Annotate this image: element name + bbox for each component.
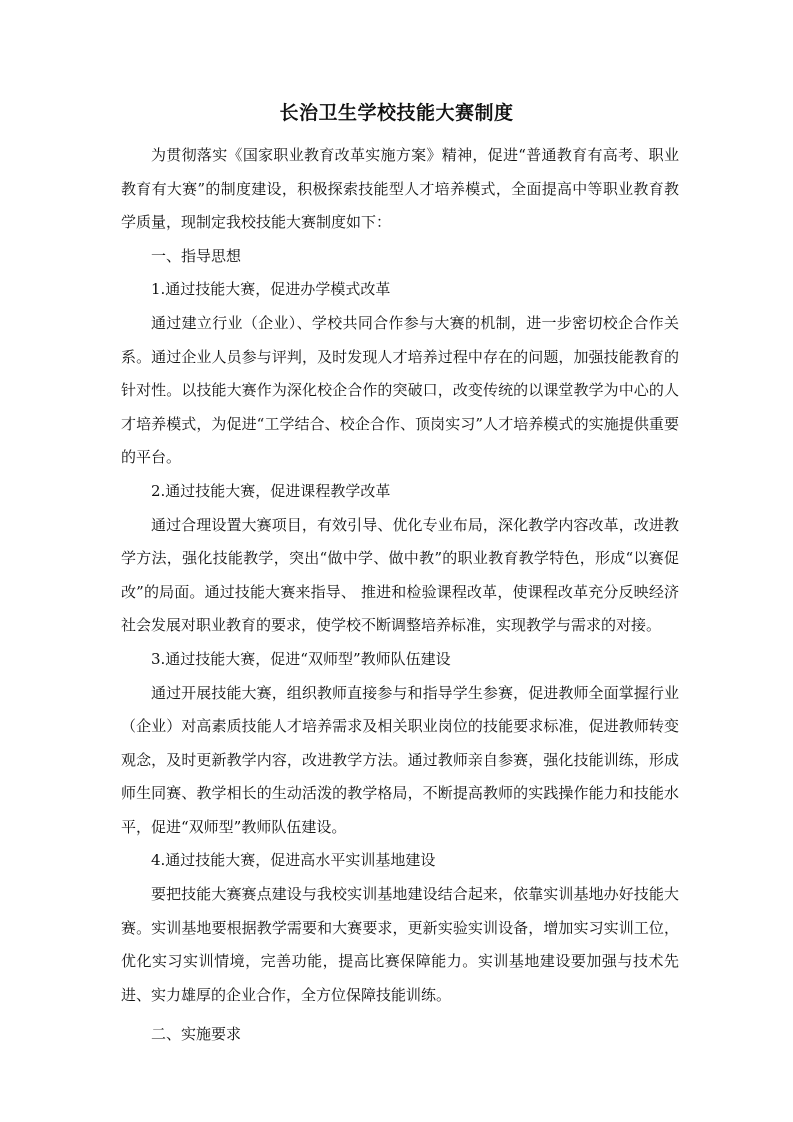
body-paragraph-2: 通过合理设置大赛项目，有效引导、优化专业布局，深化教学内容改革，改进教学方法，强化技能教学，突出“做中学、做中教”的职业教育教学特色，形成“以赛促改”的局面。通过技能大赛来指导、 推进和检验课程改革，使课程改革充分反映经济社会发展对职业教育的要求，使学校不断调整培养标准，实现教学与需求的对接。 [121,515,679,635]
body-paragraph-4: 要把技能大赛赛点建设与我校实训基地建设结合起来，依靠实训基地办好技能大赛。实训基地要根据教学需要和大赛要求，更新实验实训设备，增加实习实训工位，优化实习实训情境，完善功能，提高比赛保障能力。实训基地建设要加强与技术先进、实力雄厚的企业合作，全方位保障技能训练。 [121,885,679,1004]
subsection-heading-4: 4.通过技能大赛，促进高水平实训基地建设 [151,851,436,870]
body-paragraph-3: 通过开展技能大赛，组织教师直接参与和指导学生参赛，促进教师全面掌握行业（企业）对高素质技能人才培养需求及相关职业岗位的技能要求标准，促进教师转变观念，及时更新教学内容，改进教学方法。通过教师亲自参赛，强化技能训练，形成师生同赛、教学相长的生动活泼的教学格局，不断提高教师的实践操作能力和技能水平，促进“双师型”教师队伍建设。 [121,683,679,836]
document-title: 长治卫生学校技能大赛制度 [279,102,514,124]
subsection-heading-2: 2.通过技能大赛，促进课程教学改革 [151,481,391,500]
body-paragraph-1: 通过建立行业（企业）、学校共同合作参与大赛的机制，进一步密切校企合作关系。通过企业人员参与评判，及时发现人才培养过程中存在的问题，加强技能教育的针对性。以技能大赛作为深化校企合作的突破口，改变传统的以课堂教学为中心的人才培养模式，为促进“工学结合、校企合作、顶岗实习”人才培养模式的实施提供重要的平台。 [121,313,679,467]
subsection-heading-1: 1.通过技能大赛，促进办学模式改革 [151,280,391,299]
document-body [121,139,679,1052]
section-heading-guiding-ideology: 一、指导思想 [151,246,242,265]
subsection-heading-3: 3.通过技能大赛，促进“双师型”教师队伍建设 [151,649,451,668]
section-heading-implementation: 二、实施要求 [151,1025,242,1044]
intro-paragraph: 为贯彻落实《国家职业教育改革实施方案》精神，促进“普通教育有高考、职业教育有大赛”的制度建设，积极探索技能型人才培养模式，全面提高中等职业教育教学质量，现制定我校技能大赛制度如下： [121,146,679,232]
